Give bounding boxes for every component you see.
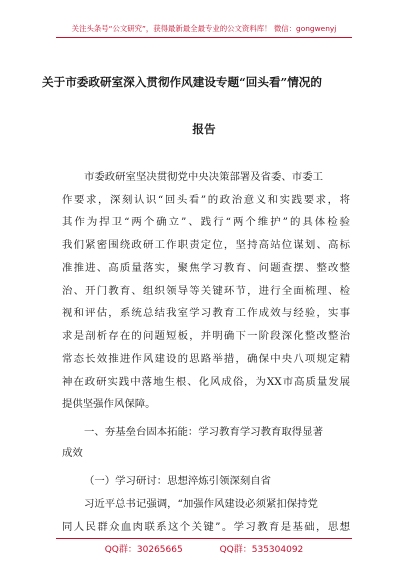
body-line: 治、开门教育、组织领导等关键环节，进行全面梳理、检 xyxy=(62,285,350,297)
section-heading-1-continued: 成效 xyxy=(62,447,83,459)
header-banner-text: 关注头条号“公文研究”，获得最新最全最专业的公文资料库！ 微信：gongwenyj xyxy=(71,24,337,33)
footer-divider xyxy=(56,538,352,539)
document-title: 关于市委政研室深入贯彻作风建设专题“回头看”情况的 xyxy=(42,75,322,89)
body-line: 同人民群众血肉联系这个关键”。学习教育是基础，思想 xyxy=(62,521,350,533)
section-heading-1: 一、夯基垒台固本拓能：学习教育学习教育取得显著 xyxy=(84,426,323,438)
body-line: 求是剖析存在的问题短板，并明确下一阶段深化整改整治 xyxy=(62,330,350,342)
body-line: 习近平总书记强调，“加强作风建设必须紧扣保持党 xyxy=(84,498,318,510)
footer-contacts xyxy=(0,542,408,555)
body-line: 市委政研室坚决贯彻党中央决策部署及省委、市委工 xyxy=(84,171,323,183)
body-line: 其作为捍卫“两个确立”、践行“两个维护”的具体检验 xyxy=(62,216,350,228)
subsection-heading-1: （一）学习研讨：思想淬炼引领深刻自省 xyxy=(84,475,272,487)
header-banner xyxy=(0,0,408,64)
body-line: 常态长效推进作风建设的思路举措，确保中央八项规定精 xyxy=(62,353,350,365)
body-line: 提供坚强作风保障。 xyxy=(62,398,156,410)
body-line: 神在政研实践中落地生根、化风成俗，为XX市高质量发展 xyxy=(62,376,350,388)
header-divider xyxy=(56,37,352,38)
body-line: 视和评估，系统总结我室学习教育工作成效与经验，实事 xyxy=(62,307,350,319)
footer-qq-group-2: QQ群：535304092 xyxy=(219,545,304,555)
body-line: 准推进、高质量落实，聚焦学习教育、问题查摆、整改整 xyxy=(62,262,350,274)
footer-qq-group-1: QQ群：30265665 xyxy=(104,545,183,555)
body-line: 作要求，深刻认识“回头看”的政治意义和实践要求，将 xyxy=(62,194,350,206)
body-line: 我们紧密围绕政研工作职责定位，坚持高站位谋划、高标 xyxy=(62,239,350,251)
document-title-continued: 报告 xyxy=(192,122,216,136)
